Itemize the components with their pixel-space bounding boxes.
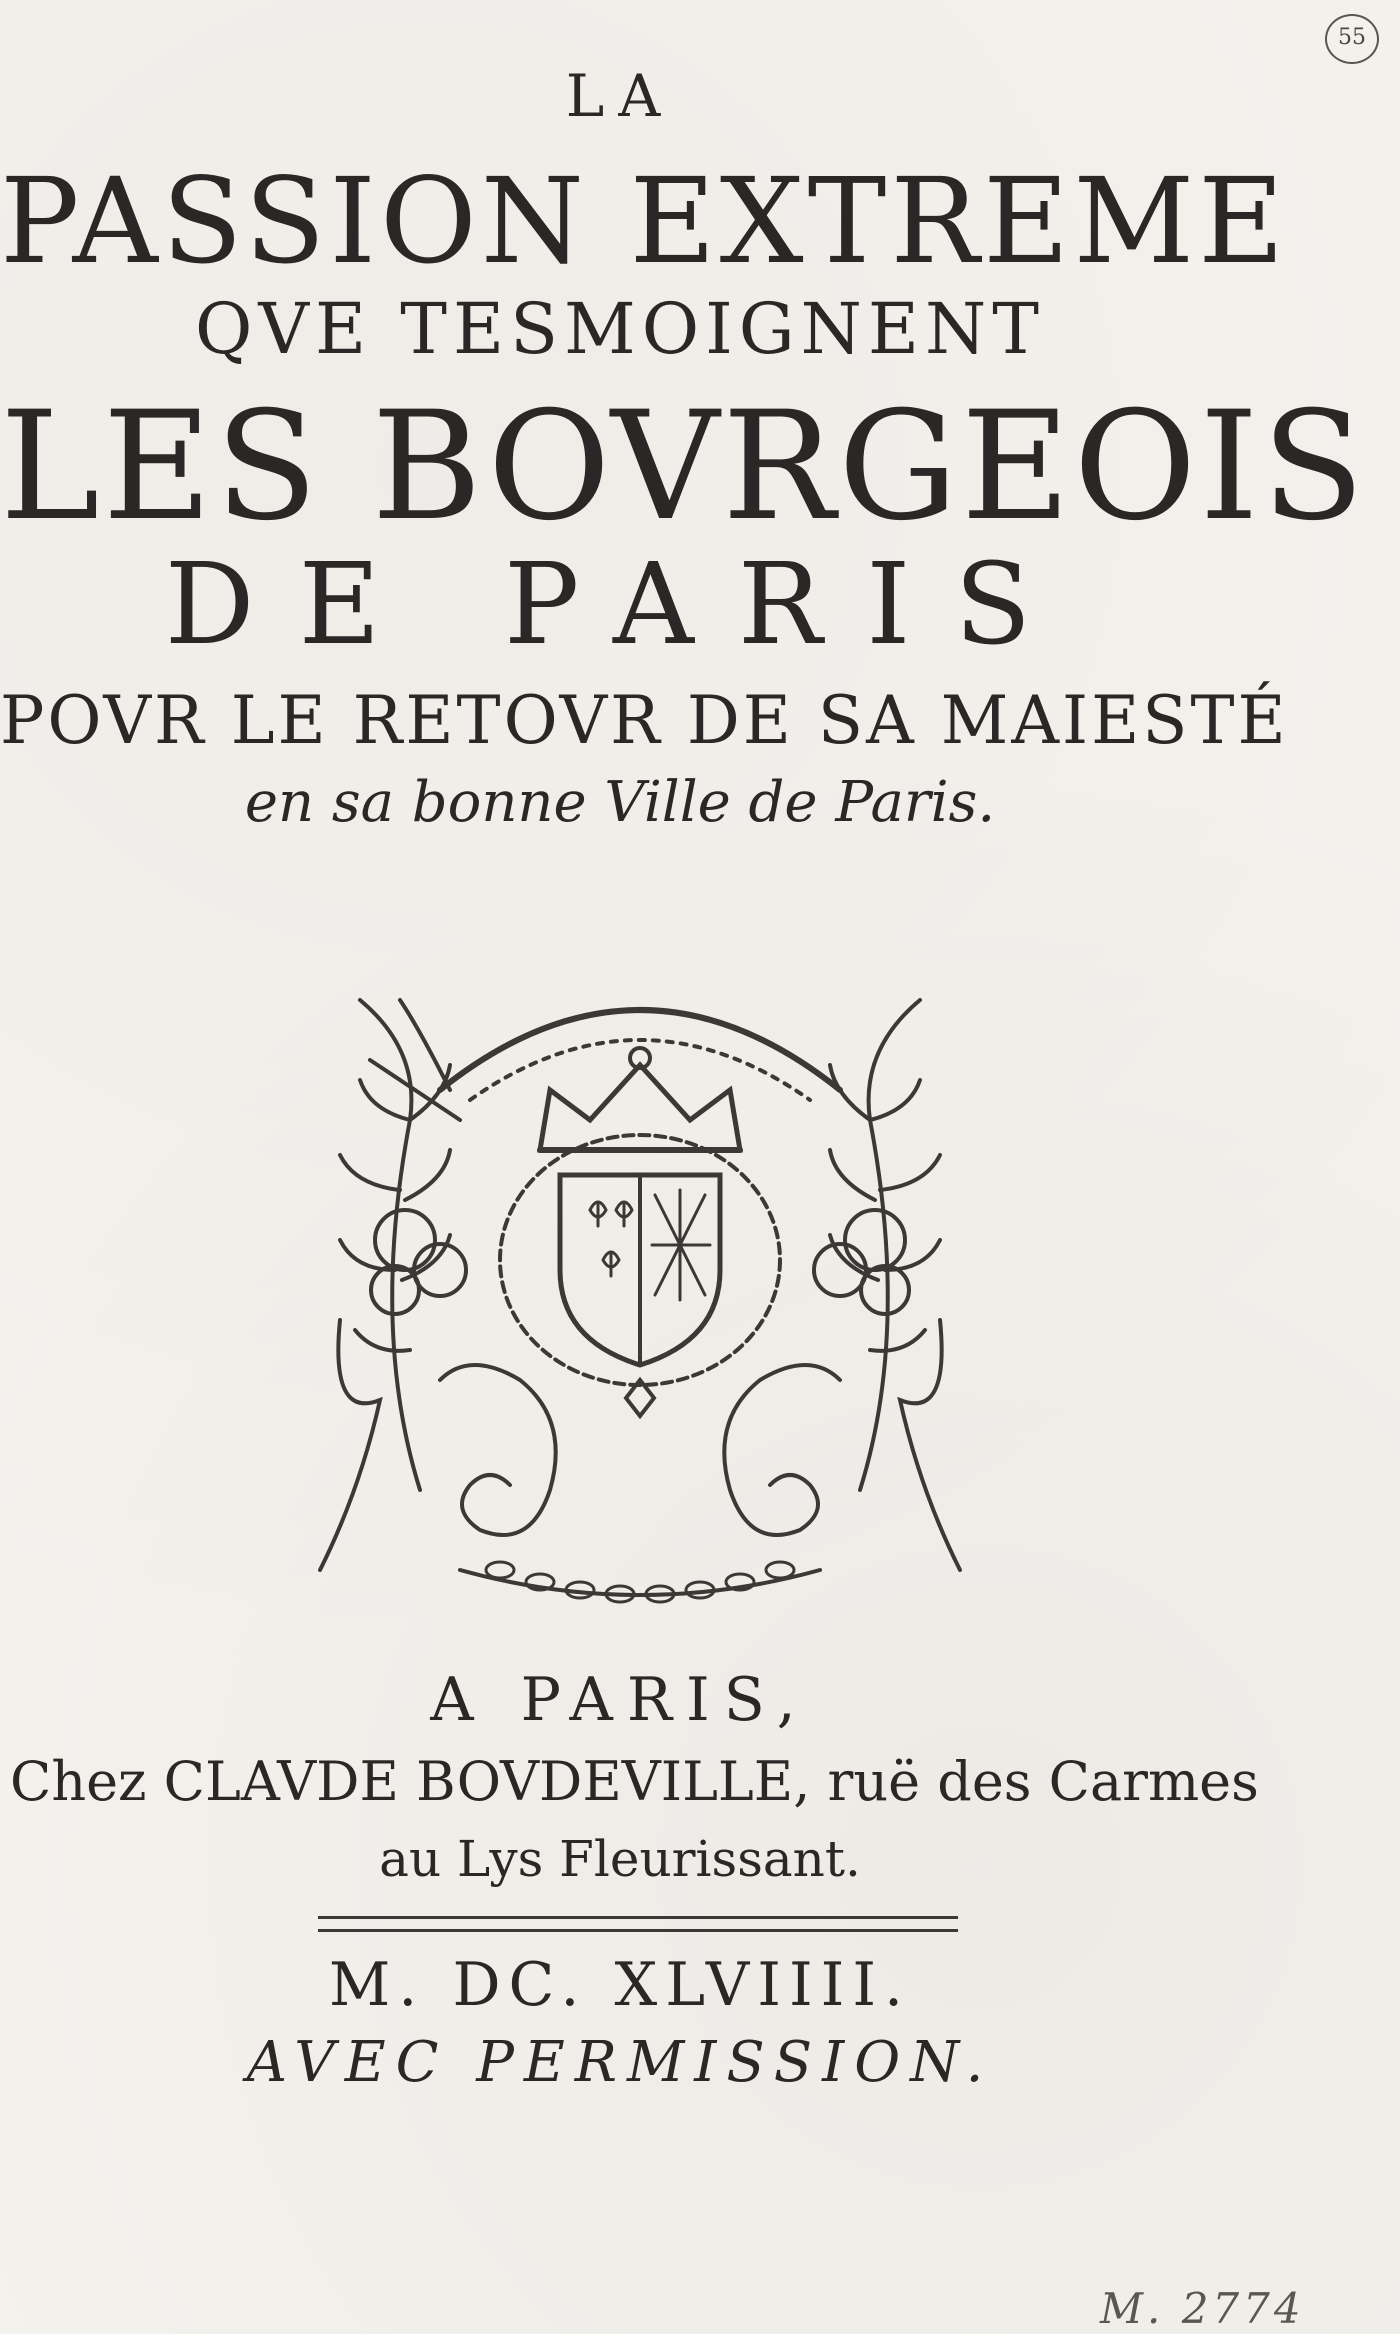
title-line-retour: POVR LE RETOVR DE SA MAIESTÉ [0,682,1289,759]
imprint-city: A PARIS, [430,1665,810,1735]
title-line-la: LA [565,62,675,130]
page-number-stamp: 55 [1325,14,1379,64]
imprint-year: M. DC. XLVIIII. [328,1950,912,2020]
divider-rule [318,1916,958,1932]
title-line-bourgeois: LES BOVRGEOIS [0,380,1368,554]
royal-coat-of-arms-icon [300,970,980,1610]
title-line-paris: DE PARIS [164,540,1076,670]
shelfmark: M. 2774 [1100,2284,1305,2333]
title-line-passion: PASSION EXTREME [0,152,1289,290]
imprint-sign: au Lys Fleurissant. [379,1830,861,1888]
title-line-que: QVE TESMOIGNENT [195,288,1045,370]
imprint-permission: AVEC PERMISSION. [246,2030,994,2095]
imprint-printer: Chez CLAVDE BOVDEVILLE, ruë des Carmes [10,1750,1259,1813]
title-line-ville: en sa bonne Ville de Paris. [244,770,996,835]
